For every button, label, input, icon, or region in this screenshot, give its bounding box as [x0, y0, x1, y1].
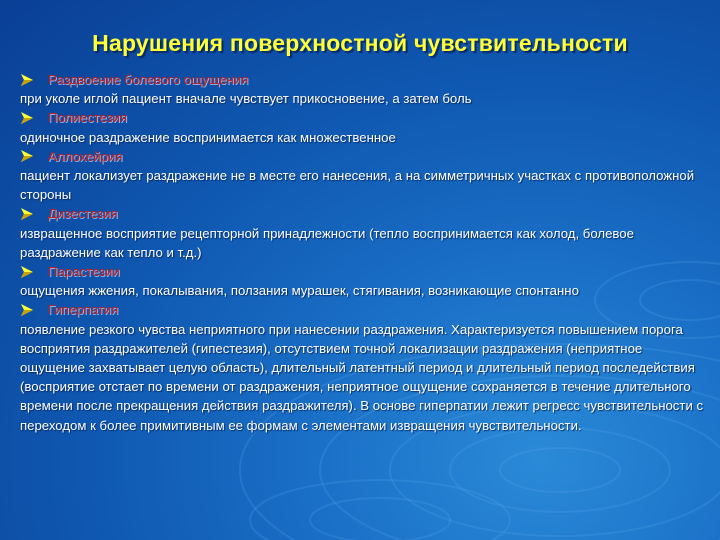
term-label: Аллохейрия: [48, 148, 123, 164]
term-description: пациент локализует раздражение не в месте его нанесения, а на симметричных участках с противоположной стороны: [20, 167, 695, 203]
term-description: одиночное раздражение воспринимается как множественное: [20, 129, 396, 145]
list-item: [20, 262, 704, 300]
arrow-bullet-icon: [20, 149, 34, 163]
list-item-heading: [20, 300, 704, 319]
term-label: Раздвоение болевого ощущения: [48, 72, 249, 87]
term-label: Парастезии: [48, 263, 120, 279]
term-label: Гиперпатия: [48, 302, 119, 318]
term-description: ощущения жжения, покалывания, ползания мурашек, стягивания, возникающие спонтанно: [20, 283, 579, 299]
list-item-heading: [20, 147, 704, 166]
list-item: [20, 300, 704, 434]
arrow-bullet-icon: [20, 111, 34, 125]
list-item: [20, 108, 704, 146]
list-item: [20, 147, 704, 205]
list-item-heading: [20, 70, 704, 89]
list-item-heading: [20, 262, 704, 281]
list-item-heading: [20, 204, 704, 223]
term-label: Дизестезия: [48, 206, 118, 222]
term-description: извращенное восприятие рецепторной принадлежности (тепло воспринимается как холод, болевое раздражение как тепло и т.д.): [20, 225, 634, 260]
arrow-bullet-icon: [20, 265, 34, 279]
term-label: Полиестезия: [48, 110, 128, 126]
term-description: при уколе иглой пациент вначале чувствует прикосновение, а затем боль: [20, 91, 472, 107]
list-item: [20, 70, 704, 108]
arrow-bullet-icon: [20, 73, 34, 87]
arrow-bullet-icon: [20, 207, 34, 221]
slide-title: Нарушения поверхностной чувствительности: [92, 30, 628, 56]
list-item: [20, 204, 704, 262]
list-item-heading: [20, 108, 704, 127]
content-list: [20, 70, 704, 435]
arrow-bullet-icon: [20, 303, 34, 317]
term-description: появление резкого чувства неприятного при нанесении раздражения. Характеризуется повышением порога восприятия раздражителей (гипестезия), отсутствием точной локализации раздражения (неприятное ощущение захватывает целую область), длительный латентный период и длительный период последействия (восприятие отстает по времени от раздражения, неприятное ощущение сохраняется в течение длительного времени после прекращения действия раздражителя). В основе гиперпатии лежит регресс чувствительности с переходом к более примитивным ее формам с элементами извращения чувствительности.: [20, 321, 704, 433]
